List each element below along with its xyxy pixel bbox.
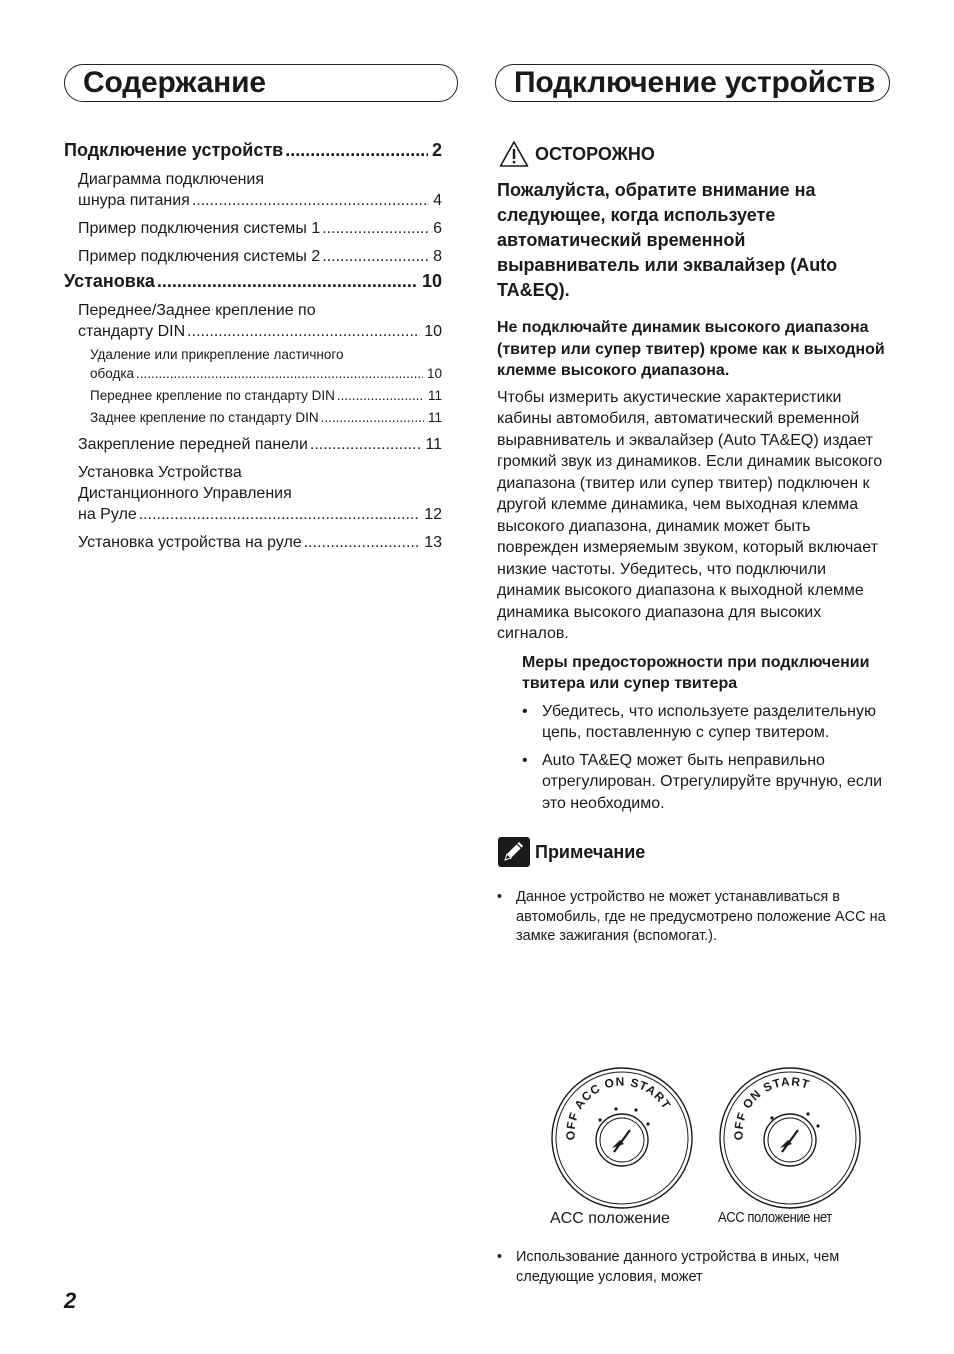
note-title: Примечание bbox=[535, 841, 646, 862]
toc-dot-leader bbox=[304, 532, 420, 553]
caution-subtitle: Меры предосторожности при подключении твитера или супер твитера bbox=[522, 653, 870, 692]
toc-dot-leader bbox=[310, 434, 422, 455]
list-item: • Использование данного устройства в иных, чем следующие условия, может bbox=[497, 1248, 892, 1287]
toc-entry-title: Установка устройства на руле bbox=[78, 534, 302, 551]
svg-text:OFF ACC ON START bbox=[563, 1074, 673, 1140]
toc-entry-title: Подключение устройств bbox=[64, 140, 284, 160]
toc-dot-leader bbox=[285, 138, 428, 162]
toc-page-number: 11 bbox=[427, 388, 442, 403]
ignition-switch-acc-icon bbox=[552, 1068, 692, 1208]
toc-dot-leader bbox=[187, 321, 420, 342]
toc-dot-leader bbox=[136, 364, 423, 383]
svg-text:OFF ON START bbox=[731, 1074, 811, 1140]
toc-entry-title: Закрепление передней панели bbox=[78, 436, 308, 453]
toc-dot-leader bbox=[337, 386, 424, 405]
toc-entry-title: Установка Устройства bbox=[78, 464, 242, 481]
ignition-switch-no-acc-icon bbox=[720, 1068, 860, 1208]
toc-entry-title: Дистанционного Управления bbox=[78, 485, 292, 502]
toc-entry bbox=[64, 246, 442, 267]
toc-entry-title: Пример подключения системы 1 bbox=[78, 220, 321, 237]
toc-dot-leader bbox=[192, 190, 429, 211]
toc-page-number: 11 bbox=[425, 436, 442, 453]
toc-dot-leader bbox=[322, 246, 429, 267]
toc-dot-leader bbox=[322, 218, 429, 239]
toc-entry bbox=[64, 218, 442, 239]
toc-page-number: 8 bbox=[433, 248, 442, 265]
toc-entry bbox=[64, 408, 442, 427]
note-bullet-list bbox=[497, 888, 892, 947]
ignition-acc-labels: OFF ACC ON START bbox=[563, 1074, 674, 1141]
ignition-acc-caption: ACC положение bbox=[550, 1210, 670, 1227]
ignition-no-acc-labels: OFF ON START bbox=[731, 1074, 812, 1141]
toc-page-number: 13 bbox=[424, 534, 442, 551]
toc-page-number: 11 bbox=[427, 410, 442, 425]
toc-page-number: 10 bbox=[426, 366, 442, 381]
toc-entry-title: ободка bbox=[90, 366, 135, 381]
toc-entry-title: стандарту DIN bbox=[78, 323, 186, 340]
toc-dot-leader bbox=[139, 504, 420, 525]
toc-page-number: 6 bbox=[433, 220, 442, 237]
caution-bold-paragraph: Не подключайте динамик высокого диапазона (твитер или супер твитер) кроме как к выходной клемме высокого диапазона. bbox=[497, 319, 885, 379]
note-bullet-list-continued bbox=[497, 1248, 892, 1287]
toc-page-number: 4 bbox=[433, 192, 442, 209]
toc-entry-title: Установка bbox=[64, 271, 155, 291]
caution-paragraph: Чтобы измерить акустические характеристики кабины автомобиля, автоматический временной выравниватель и эквалайзер (Auto TA&EQ) издает громкий звук из динамиков. Если динамик высокого диапазона (твитер или супер твитер) подключен к другой клемме динамика, чем выходная клемма высокого диапазона, динамик может быть поврежден измеряемым звуком, который включает низкие частоты. Убедитесь, что подключили динамик высокого диапазона к выходной клемме динамика высокого диапазона для высоких сигналов. bbox=[497, 388, 883, 642]
toc-entry bbox=[64, 345, 442, 383]
caution-title: ОСТОРОЖНО bbox=[535, 143, 655, 164]
toc-entry-title: на Руле bbox=[78, 506, 137, 523]
toc-entry-title: Заднее крепление по стандарту DIN bbox=[90, 410, 319, 425]
note-heading bbox=[497, 836, 892, 868]
warning-triangle-icon bbox=[499, 140, 529, 168]
toc-entry bbox=[64, 462, 442, 525]
ignition-no-acc-caption: ACC положение нет bbox=[718, 1210, 832, 1226]
pencil-note-icon bbox=[497, 836, 531, 868]
toc-entry bbox=[64, 532, 442, 553]
toc-entry-title: Диаграмма подключения bbox=[78, 171, 265, 188]
toc-dot-leader bbox=[321, 408, 424, 427]
toc-entry-title: Переднее крепление по стандарту DIN bbox=[90, 388, 335, 403]
toc-entry bbox=[64, 169, 442, 211]
toc-page-number: 12 bbox=[424, 506, 442, 523]
list-item: • Auto TA&EQ может быть неправильно отрегулирован. Отрегулируйте вручную, если это необходимо. bbox=[497, 750, 892, 815]
ignition-diagram bbox=[540, 1062, 870, 1232]
toc-page-number: 10 bbox=[424, 323, 442, 340]
section-header: Подключение устройств bbox=[495, 64, 890, 102]
toc-entry bbox=[64, 269, 442, 293]
list-item: • Данное устройство не может устанавливаться в автомобиль, где не предусмотрено положение ACC на замке зажигания (вспомогат.). bbox=[497, 888, 892, 947]
ignition-switch-icons bbox=[540, 1062, 870, 1212]
caution-heading bbox=[499, 140, 892, 168]
caution-bullet-list bbox=[497, 701, 892, 815]
toc-entry-title: Пример подключения системы 2 bbox=[78, 248, 321, 265]
toc-entry bbox=[64, 300, 442, 342]
toc-dot-leader bbox=[157, 269, 418, 293]
table-of-contents bbox=[64, 136, 442, 553]
toc-entry-title: шнура питания bbox=[78, 192, 190, 209]
right-column bbox=[497, 140, 892, 947]
page-number: 2 bbox=[64, 1288, 77, 1313]
toc-header: Содержание bbox=[64, 64, 458, 102]
toc-entry bbox=[64, 138, 442, 162]
toc-entry bbox=[64, 434, 442, 455]
toc-entry-title: Удаление или прикрепление ластичного bbox=[90, 347, 344, 362]
list-item: • Убедитесь, что используете разделительную цепь, поставленную с супер твитером. bbox=[497, 701, 892, 744]
toc-page-number: 10 bbox=[421, 271, 442, 291]
toc-page-number: 2 bbox=[431, 140, 442, 160]
toc-entry-title: Переднее/Заднее крепление по bbox=[78, 302, 316, 319]
caution-lead: Пожалуйста, обратите внимание на следующее, когда используете автоматический временной выравниватель или эквалайзер (Auto TA&EQ). bbox=[497, 180, 838, 300]
toc-entry bbox=[64, 386, 442, 405]
